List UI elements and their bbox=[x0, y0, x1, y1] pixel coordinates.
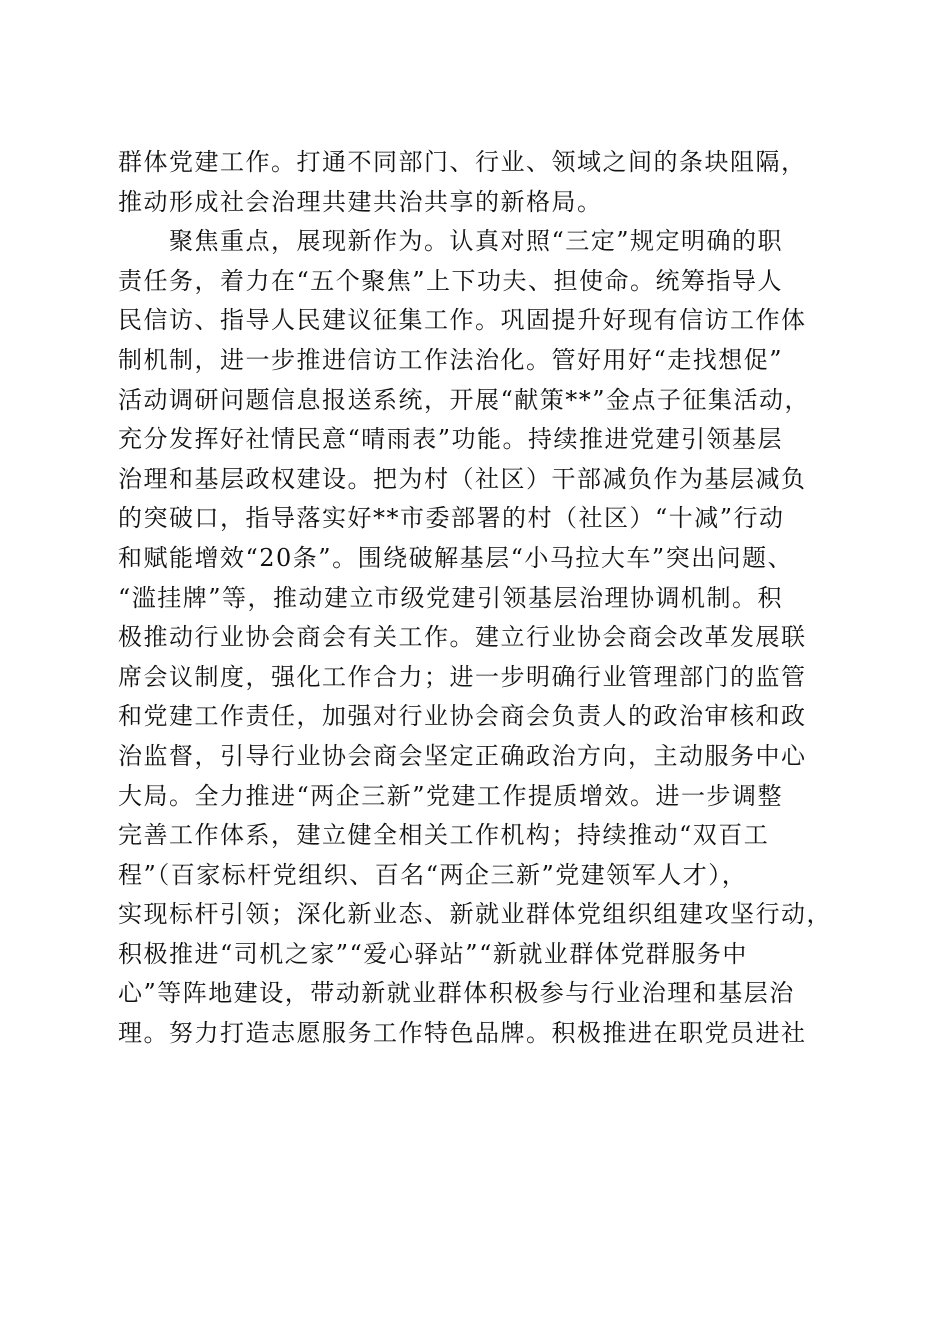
text-line: 程”（百家标杆党组织、百名“两企三新”党建领军人才）， bbox=[118, 860, 748, 889]
text-line: 的突破口，指导落实好**市委部署的村（社区）“十减”行动 bbox=[118, 504, 785, 533]
text-line: 积极推进“司机之家”“爱心驿站”“新就业群体党群服务中 bbox=[118, 939, 748, 968]
text-line: 实现标杆引领；深化新业态、新就业群体党组织组建攻坚行动， bbox=[118, 900, 832, 929]
text-line: 群体党建工作。打通不同部门、行业、领域之间的条块阻隔， bbox=[118, 148, 807, 176]
text-line: 聚焦重点，展现新作为。认真对照“三定”规定明确的职 bbox=[118, 227, 784, 256]
text-line: 民信访、指导人民建议征集工作。巩固提升好现有信访工作体 bbox=[118, 306, 807, 335]
body-text bbox=[118, 143, 838, 1054]
text-line: 责任务，着力在“五个聚焦”上下功夫、担使命。统筹指导人 bbox=[118, 266, 784, 295]
text-line: 制机制，进一步推进信访工作法治化。管好用好“走找想促” bbox=[118, 345, 784, 374]
text-line: 活动调研问题信息报送系统，开展“献策**”金点子征集活动， bbox=[118, 385, 811, 414]
text-line: 治理和基层政权建设。把为村（社区）干部减负作为基层减负 bbox=[118, 464, 807, 493]
text-line: 极推动行业协会商会有关工作。建立行业协会商会改革发展联 bbox=[118, 623, 807, 652]
text-line: 完善工作体系，建立健全相关工作机构；持续推动“双百工 bbox=[118, 821, 770, 850]
text-line: 治监督，引导行业协会商会坚定正确政治方向，主动服务中心 bbox=[118, 741, 807, 770]
text-line: 席会议制度，强化工作合力；进一步明确行业管理部门的监管 bbox=[118, 662, 807, 691]
text-line: “滥挂牌”等，推动建立市级党建引领基层治理协调机制。积 bbox=[118, 583, 784, 612]
text-line: 和赋能增效“20条”。围绕破解基层“小马拉大车”突出问题、 bbox=[118, 543, 794, 572]
text-line: 心”等阵地建设，带动新就业群体积极参与行业治理和基层治 bbox=[118, 979, 795, 1008]
text-line: 和党建工作责任，加强对行业协会商会负责人的政治审核和政 bbox=[118, 702, 807, 731]
text-line: 推动形成社会治理共建共治共享的新格局。 bbox=[118, 187, 603, 216]
text-line: 大局。全力推进“两企三新”党建工作提质增效。进一步调整 bbox=[118, 781, 784, 810]
text-line: 充分发挥好社情民意“晴雨表”功能。持续推进党建引领基层 bbox=[118, 425, 784, 454]
text-line: 理。努力打造志愿服务工作特色品牌。积极推进在职党员进社 bbox=[118, 1019, 807, 1048]
